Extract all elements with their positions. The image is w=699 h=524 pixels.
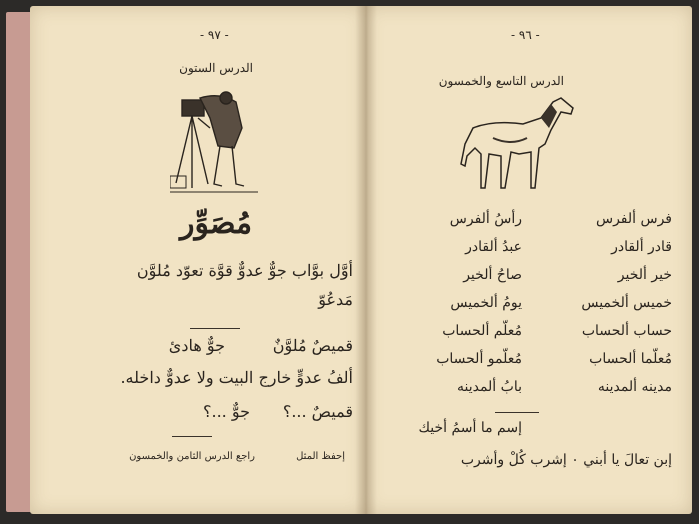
right-page	[365, 6, 692, 514]
left-page	[30, 6, 365, 514]
page-number: - ٩٧ -	[200, 28, 229, 42]
phrase-left-2: جوٌّ ...؟	[203, 402, 250, 421]
photographer-illustration	[170, 88, 260, 198]
pair-a: حساب ألحساب	[581, 323, 672, 339]
divider	[190, 328, 240, 329]
sentence-1: إسم ما أسمُ أخيك	[418, 420, 522, 436]
divider	[495, 412, 539, 413]
pair-a: خير ألخير	[617, 267, 672, 283]
page-number: - ٩٦ -	[511, 28, 540, 42]
pair-a: مدينه ألمدينه	[597, 379, 672, 395]
pair-a: مُعلّما ألحساب	[589, 351, 672, 367]
text-line-2: مَدعُوّ	[318, 290, 353, 309]
pair-b: مُعلّم ألحساب	[442, 323, 522, 339]
lesson-title: الدرس التاسع والخمسون	[438, 74, 564, 88]
book-gutter	[355, 6, 377, 514]
footer-note-right: إحفظ المثل	[296, 451, 345, 462]
pair-a: قادر ألقادر	[611, 239, 672, 255]
pair-b: عبدُ ألقادر	[465, 239, 522, 255]
phrase-right-2: قميصٌ ...؟	[282, 402, 353, 421]
pair-a: خميس ألخميس	[581, 295, 672, 311]
pair-a: فرس ألفرس	[595, 211, 672, 227]
phrase-right-1: قميصٌ مُلوَّنٌ	[272, 336, 353, 355]
proverb-line: ألفُ عدوٍّ خارج البيت ولا عدوٌّ داخله.	[120, 368, 353, 387]
phrase-left-1: جوٌّ هادئ	[168, 336, 225, 355]
pair-b: مُعلّمو ألحساب	[436, 351, 522, 367]
horse-illustration	[453, 94, 579, 194]
pair-b: يومُ ألخميس	[450, 295, 522, 311]
text-line-1: أوَّل بوَّاب جوٌّ عدوٌّ قوَّة تعوّد مُلوَّن	[136, 261, 353, 280]
pair-b: رأسُ ألفرس	[449, 211, 522, 227]
footer-note-left: راجع الدرس الثامن والخمسون	[129, 451, 255, 462]
pair-b: صاحُ ألخير	[463, 267, 522, 283]
lesson-title: الدرس الستون	[179, 61, 253, 75]
pair-b: بابُ ألمدينه	[456, 379, 522, 395]
divider	[172, 436, 212, 437]
sentence-2: إبن تعالَ يا أبني ٠ إشرب كُلْ وأشرب	[460, 452, 672, 468]
main-word: مُصَوِّر	[180, 206, 253, 241]
